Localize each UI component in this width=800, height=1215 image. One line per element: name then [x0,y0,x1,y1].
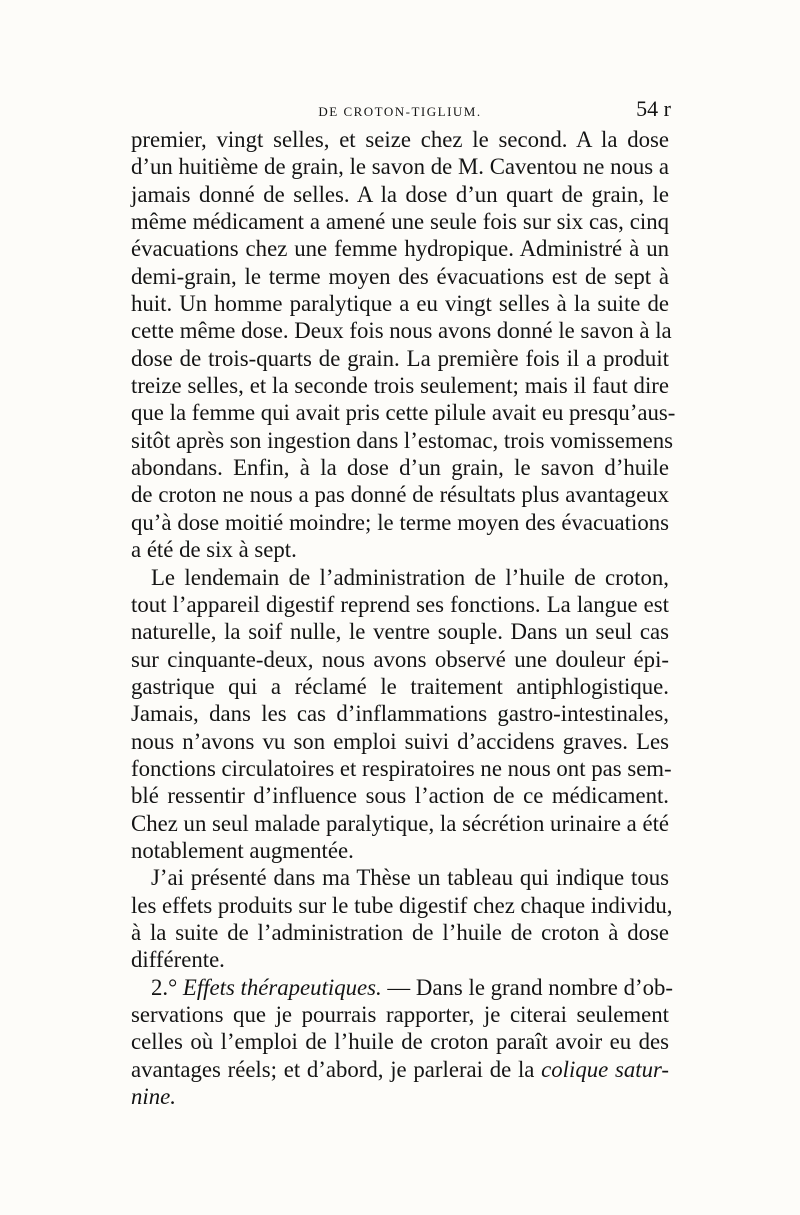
text-line: différente. [131,947,225,973]
text-line: a été de six à sept. [131,537,297,563]
text-line: à la suite de l’administration de l’huile de croton à dose [131,919,669,945]
text-line: sur cinquante-deux, nous avons observé une douleur épi- [131,646,669,672]
text-line: jamais donné de selles. A la dose d’un quart de grain, le [131,181,669,207]
text-line: que la femme qui avait pris cette pilule avait eu presqu’aus- [131,400,676,426]
text-line: celles où l’emploi de l’huile de croton paraît avoir eu des [131,1029,669,1055]
text-line: demi-grain, le terme moyen des évacuations est de sept à [131,263,669,289]
section-number: 2.° [151,974,183,1000]
text-line: cette même dose. Deux fois nous avons donné le savon à la [131,318,672,344]
text-line: Le lendemain de l’administration de l’huile de croton, [151,564,669,590]
italic-term-end: nine. [131,1084,176,1110]
text-line: Chez un seul malade paralytique, la sécrétion urinaire a été [131,810,670,836]
running-head-title: DE CROTON-TIGLIUM. [318,104,482,119]
text-line: même médicament a amené une seule fois sur six cas, cinq [131,209,669,235]
text-line: tout l’appareil digestif reprend ses fonctions. La langue est [131,591,669,617]
page-number: 54 r [636,96,671,121]
text-line: sitôt après son ingestion dans l’estomac, trois vomissemens [131,427,673,453]
text-line: évacuations chez une femme hydropique. Administré à un [131,236,669,262]
text-line: d’un huitième de grain, le savon de M. Caventou ne nous a [131,154,669,180]
section-heading-line [131,974,673,1001]
text-line: J’ai présenté dans ma Thèse un tableau qui indique tous [151,865,669,891]
text-line: blé ressentir d’influence sous l’action de ce médicament. [131,783,669,809]
text-line: les effets produits sur le tube digestif chez chaque individu, [131,892,673,918]
text-line: naturelle, la soif nulle, le ventre souple. Dans un seul cas [131,619,669,645]
text-line-with-italic [131,1056,669,1083]
text-line: fonctions circulatoires et respiratoires ne nous ont pas sem- [131,755,672,781]
text-line: gastrique qui a réclamé le traitement antiphlogistique. [131,673,669,699]
text-line: treize selles, et la seconde trois seulement; mais il faut dire [131,373,669,399]
section-lead-text: — Dans le grand nombre d’ob- [381,974,673,1000]
running-head [131,96,669,126]
text-line: nous n’avons vu son emploi suivi d’accidens graves. Les [131,728,669,754]
text-line: premier, vingt selles, et seize chez le second. A la dose [131,127,669,152]
section-title: Effets thérapeutiques. [182,974,382,1000]
text-line: qu’à dose moitié moindre; le terme moyen des évacuations [131,509,669,535]
text-line: servations que je pourrais rapporter, je citerai seulement [131,1002,669,1027]
text-line: notablement augmentée. [131,837,354,863]
text-line: dose de trois-quarts de grain. La première fois il a produit [131,345,669,371]
italic-term: colique satur- [541,1056,669,1082]
text-line: Jamais, dans les cas d’inflammations gastro-intestinales, [131,701,669,727]
text-line: huit. Un homme paralytique a eu vingt selles à la suite de [131,291,669,317]
body-text [131,126,676,1110]
text-line: de croton ne nous a pas donné de résultats plus avantageux [131,482,669,508]
text-line: abondans. Enfin, à la dose d’un grain, le savon d’huile [131,455,669,481]
text-run: avantages réels; et d’abord, je parlerai de la [131,1056,542,1082]
